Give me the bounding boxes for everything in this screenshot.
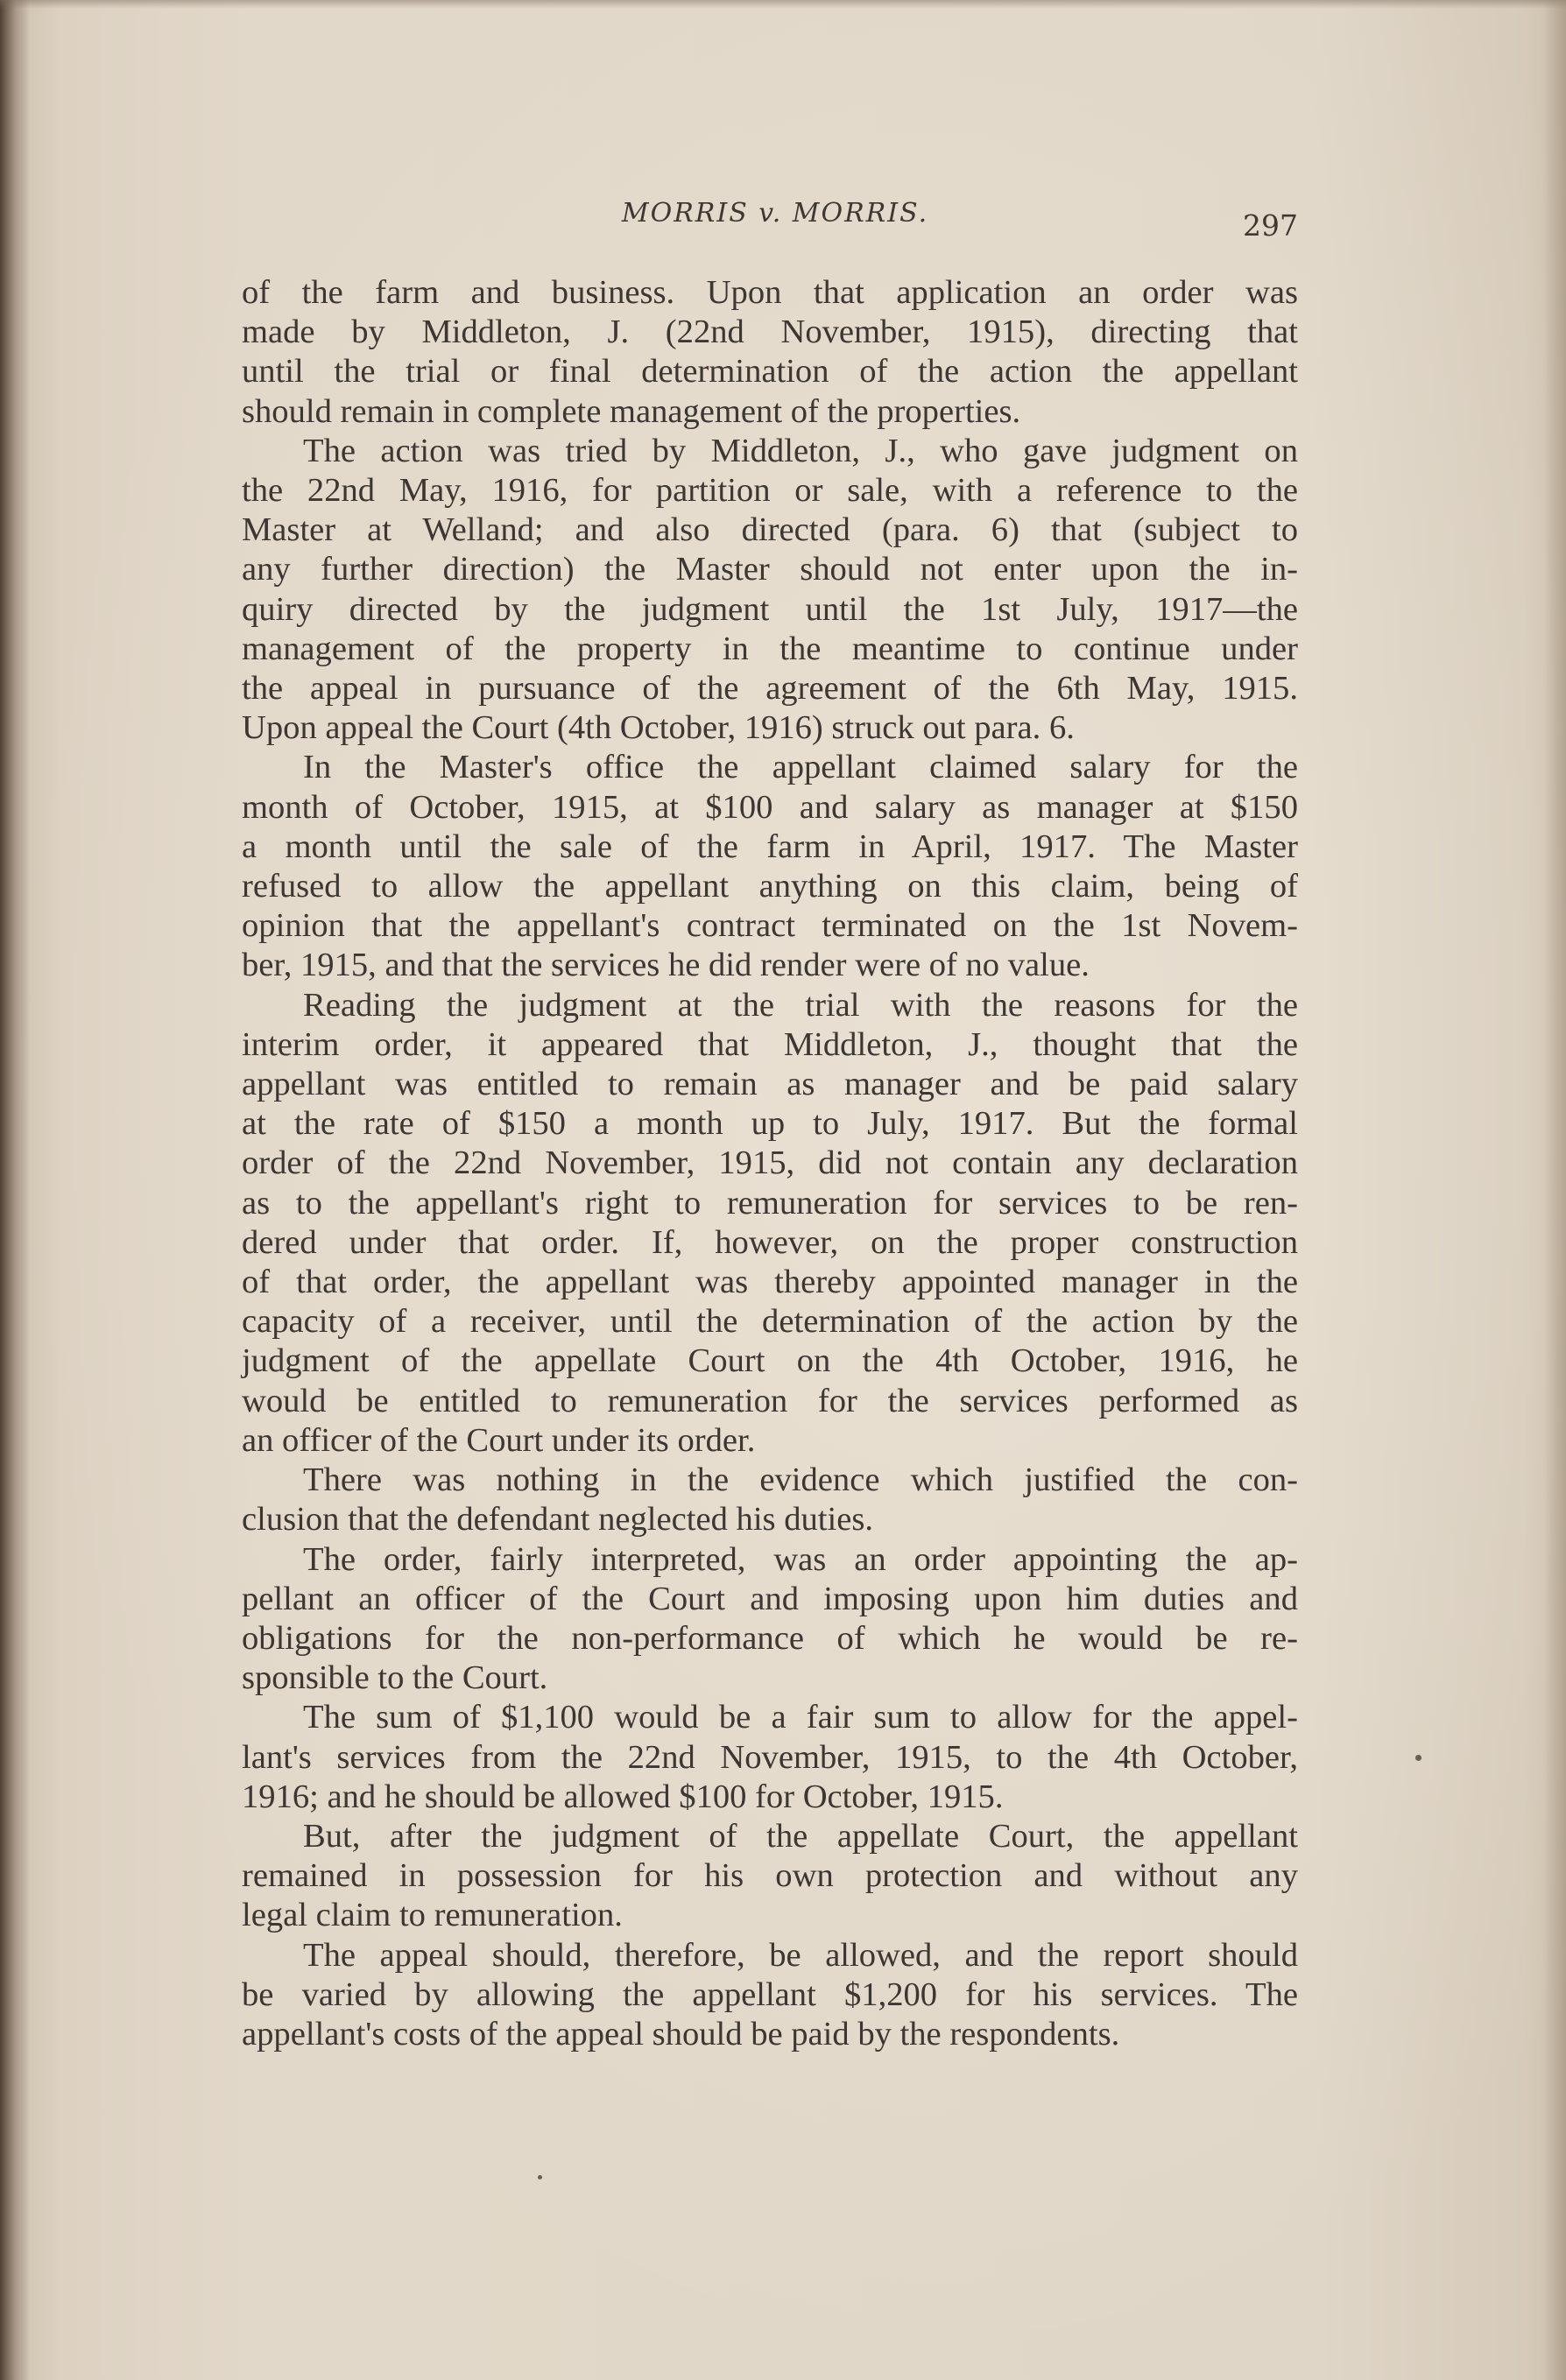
text-line: lant's services from the 22nd November, 1915, to the 4th October, [242, 1738, 1298, 1776]
text-line: But, after the judgment of the appellate Court, the appellant [303, 1817, 1298, 1855]
text-line: management of the property in the meantime to continue under [242, 630, 1298, 667]
page-header [236, 194, 1314, 247]
text-line: a month until the sale of the farm in April, 1917. The Master [242, 827, 1298, 865]
text-line: pellant an officer of the Court and imposing upon him duties and [242, 1580, 1298, 1617]
text-line: an officer of the Court under its order. [242, 1421, 756, 1459]
text-line: at the rate of $150 a month up to July, 1917. But the formal [242, 1105, 1298, 1143]
text-line: judgment of the appellate Court on the 4th October, 1916, he [242, 1342, 1298, 1380]
text-line: remained in possession for his own protection and without any [242, 1857, 1298, 1895]
text-line: as to the appellant's right to remuneration for services to be ren- [242, 1184, 1298, 1222]
text-line: be varied by allowing the appellant $1,200 for his services. The [242, 1975, 1298, 2013]
text-line: In the Master's office the appellant claimed salary for the [303, 749, 1298, 786]
text-line: appellant's costs of the appeal should be paid by the respondents. [242, 2015, 1120, 2053]
text-line: of that order, the appellant was thereby appointed manager in the [242, 1264, 1298, 1301]
binding-shadow [0, 0, 30, 2380]
text-line: month of October, 1915, at $100 and salary as manager at $150 [242, 788, 1298, 826]
text-line: the appeal in pursuance of the agreement of the 6th May, 1915. [242, 670, 1298, 708]
text-line: the 22nd May, 1916, for partition or sale, with a reference to the [242, 472, 1298, 510]
text-line: obligations for the non-performance of which he would be re- [242, 1619, 1298, 1657]
text-line: quiry directed by the judgment until the 1st July, 1917—the [242, 590, 1298, 628]
text-line: 1916; and he should be allowed $100 for October, 1915. [242, 1778, 1004, 1815]
page-number: 297 [1243, 208, 1298, 243]
text-line: The sum of $1,100 would be a fair sum to allow for the appel- [303, 1699, 1298, 1736]
paper-speck [1415, 1755, 1421, 1761]
text-line: appellant was entitled to remain as manager and be paid salary [242, 1066, 1298, 1103]
text-line: legal claim to remuneration. [242, 1897, 623, 1934]
text-line: Reading the judgment at the trial with the reasons for the [303, 986, 1298, 1024]
body-text [242, 273, 1298, 2054]
text-line: sponsible to the Court. [242, 1659, 548, 1697]
text-line: Master at Welland; and also directed (para. 6) that (subject to [242, 511, 1298, 549]
text-line: Upon appeal the Court (4th October, 1916) struck out para. 6. [242, 709, 1075, 747]
text-line: any further direction) the Master should not enter upon the in- [242, 551, 1298, 588]
running-title: MORRIS v. MORRIS. [621, 198, 929, 229]
text-line: of the farm and business. Upon that application an order was [242, 274, 1298, 311]
text-line: interim order, it appeared that Middleton, J., thought that the [242, 1025, 1298, 1063]
text-line: The action was tried by Middleton, J., who gave judgment on [303, 432, 1298, 469]
text-line: until the trial or final determination of the action the appellant [242, 353, 1298, 391]
text-line: There was nothing in the evidence which justified the con- [303, 1461, 1298, 1499]
text-line: dered under that order. If, however, on the proper construction [242, 1223, 1298, 1261]
text-line: would be entitled to remuneration for the services performed as [242, 1382, 1298, 1419]
text-line: order of the 22nd November, 1915, did not contain any declaration [242, 1144, 1298, 1182]
text-line: clusion that the defendant neglected his duties. [242, 1501, 873, 1539]
page-right-edge [1543, 0, 1566, 2380]
text-line: The appeal should, therefore, be allowed, and the report should [303, 1936, 1298, 1974]
text-line: refused to allow the appellant anything on this claim, being of [242, 868, 1298, 905]
paper-speck [538, 2175, 542, 2179]
text-line: capacity of a receiver, until the determination of the action by the [242, 1303, 1298, 1341]
text-line: ber, 1915, and that the services he did render were of no value. [242, 947, 1090, 984]
text-line: should remain in complete management of the properties. [242, 392, 1021, 430]
page-top-edge [0, 0, 1566, 9]
text-line: The order, fairly interpreted, was an order appointing the ap- [303, 1540, 1298, 1578]
text-line: made by Middleton, J. (22nd November, 1915), directing that [242, 313, 1298, 351]
text-line: opinion that the appellant's contract terminated on the 1st Novem- [242, 907, 1298, 945]
